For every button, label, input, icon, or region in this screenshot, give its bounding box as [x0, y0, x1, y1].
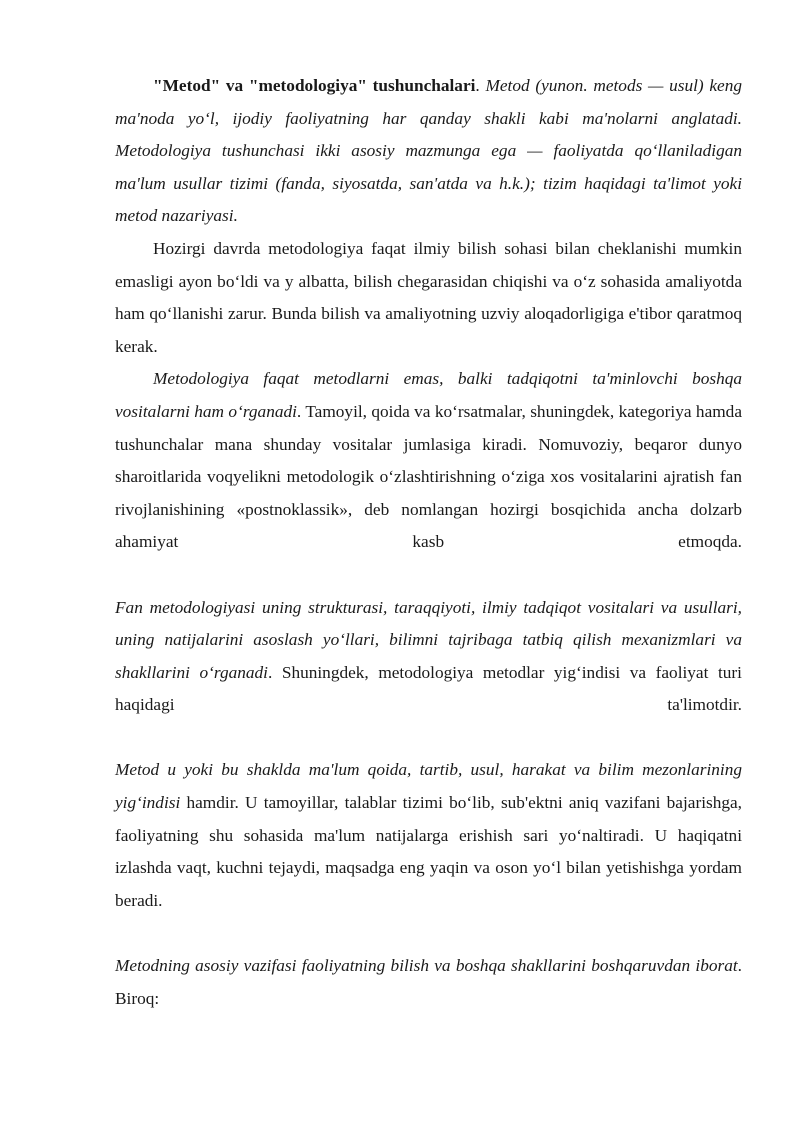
paragraph-method-function [115, 950, 742, 1015]
document-page [115, 70, 742, 1015]
paragraph-metod-definition [115, 70, 742, 233]
heading-punctuation: . [475, 76, 486, 95]
paragraph-modern-methodology [115, 233, 742, 363]
paragraph-text: . Biroq: [115, 956, 742, 1008]
paragraph-science-methodology [115, 592, 742, 722]
italic-definition: Metod (yunon. metods — usul) keng ma'noda yo‘l, ijodiy faoliyatning har qanday shakli kabi ma'nolarni anglatadi. Metodologiya tushunchasi ikki asosiy mazmunga ega — faoliyatda qo‘llaniladigan ma'lum usullar tizimi (fanda, siyosatda, san'atda va h.k.); tizim haqidagi ta'limot yoki metod nazariyasi. [115, 76, 742, 226]
italic-statement: Metodning asosiy vazifasi faoliyatning bilish va boshqa shakllarini boshqaruvdan iborat [115, 956, 738, 976]
section-heading: "Metod" va "metodologiya" tushunchalari [153, 76, 476, 95]
paragraph-text: Hozirgi davrda metodologiya faqat ilmiy bilish sohasi bilan cheklanishi mumkin emasligi ayon bo‘ldi va y albatta, bilish chegarasidan chiqishi va o‘z sohasida amaliyotda ham qo‘llanishi zarur. Bunda bilish va amaliyotning uzviy aloqadorligiga e'tibor qaratmoq kerak. [115, 238, 742, 356]
paragraph-text: hamdir. U tamoyillar, talablar tizimi bo‘lib, sub'ektni aniq vazifani bajarishga, faoliyatning shu sohasida ma'lum natijalarga erishish sari yo‘naltiradi. U haqiqatni izlashda vaqt, kuchni tejaydi, maqsadga eng yaqin va oson yo‘l bilan yetishishga yordam beradi. [115, 793, 742, 910]
paragraph-text: . Tamoyil, qoida va ko‘rsatmalar, shuningdek, kategoriya hamda tushunchalar mana shunday vositalar jumlasiga kiradi. Nomuvoziy, beqaror dunyo sharoitlarida voqyelikni metodologik o‘zlashtirishning o‘ziga xos vositalarini ajratish fan rivojlanishining «postnoklassik», deb nomlangan hozirgi bosqichida ancha dolzarb ahamiyat kasb etmoqda. [115, 401, 742, 552]
paragraph-method-definition [115, 754, 742, 917]
paragraph-text: . Shuningdek, metodologiya metodlar yig‘indisi va faoliyat turi haqidagi ta'limotdir. [115, 662, 742, 715]
italic-statement: Metod u yoki bu shaklda ma'lum qoida, tartib, usul, harakat va bilim mezonlarining yig‘indisi [115, 760, 742, 813]
italic-statement: Fan metodologiyasi uning strukturasi, taraqqiyoti, ilmiy tadqiqot vositalari va usullari, uning natijalarini asoslash yo‘llari, bilimni tajribaga tatbiq qilish mexanizmlari va shakllarini o‘rganadi [115, 597, 742, 682]
italic-statement: Metodologiya faqat metodlarni emas, balki tadqiqotni ta'minlovchi boshqa vositalarni ham o‘rganadi [115, 369, 742, 421]
paragraph-methodology-tools [115, 363, 742, 559]
